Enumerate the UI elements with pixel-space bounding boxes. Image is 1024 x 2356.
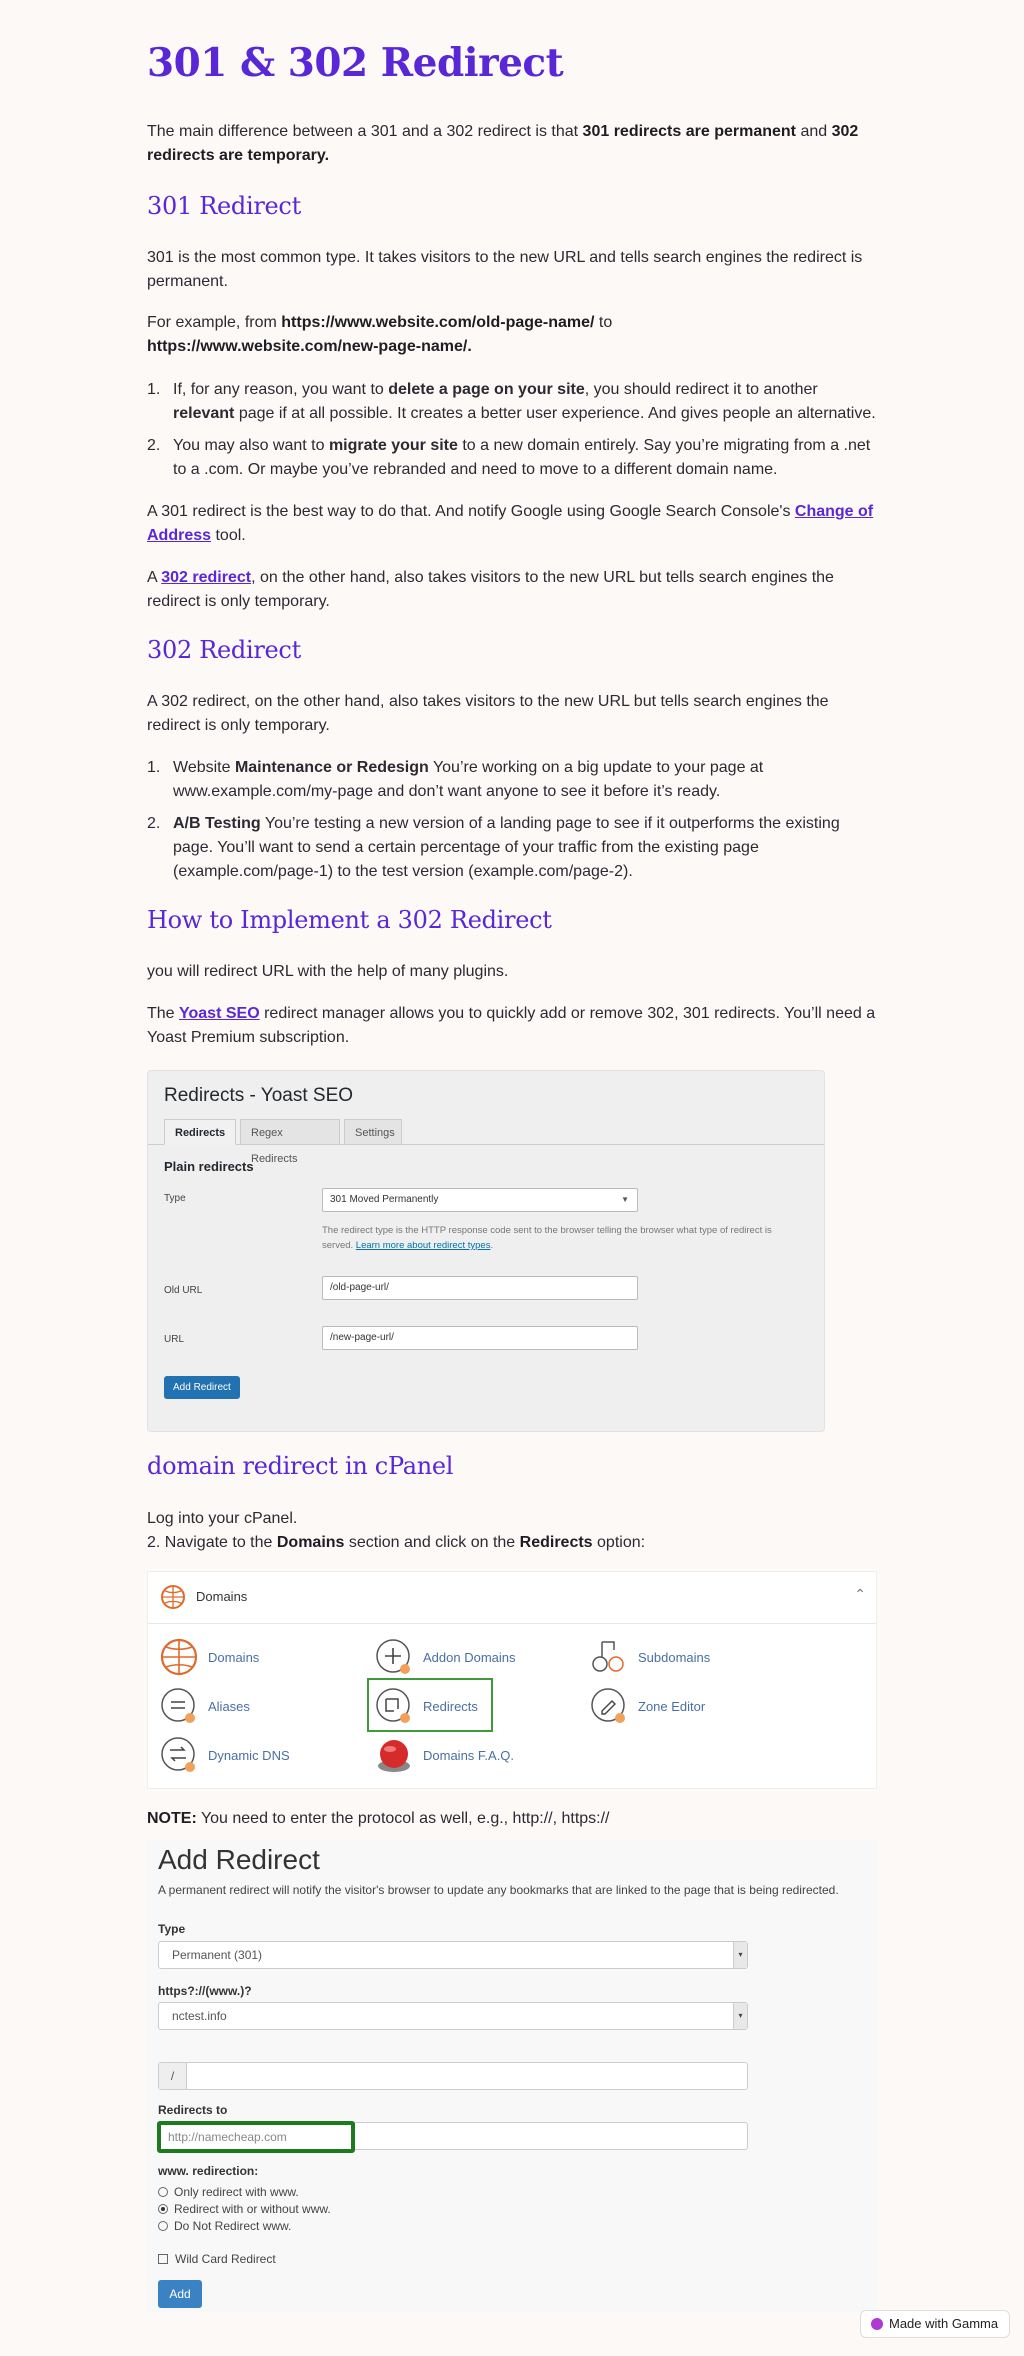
tab-settings[interactable]: Settings bbox=[344, 1119, 402, 1145]
list-item-301-2: 2. You may also want to migrate your site to a new domain entirely. Say you’re migrating from a .net to a .com. Or maybe you’ve rebranded and need to move to a different domain name. bbox=[147, 437, 871, 478]
chevron-up-icon[interactable]: ⌃ bbox=[854, 1586, 866, 1602]
checkbox[interactable] bbox=[158, 2254, 168, 2264]
radio-do-not-redirect-www[interactable] bbox=[158, 2219, 291, 2233]
redirect-types-link[interactable]: Learn more about redirect types bbox=[355, 1240, 491, 1251]
dropdown-caret-icon: ▼ bbox=[621, 1195, 629, 1204]
li-text: You’re testing a new version of a landing page to see if it outperforms the existing page. You’ll want to send a certain percentage of your traffic from the existing page (example.com/page-1) to the test version (example.com/page-2). bbox=[173, 815, 840, 880]
heading-implement: How to Implement a 302 Redirect bbox=[147, 906, 552, 934]
checkbox-label: Wild Card Redirect bbox=[175, 2252, 276, 2266]
path-prefix: / bbox=[159, 2063, 187, 2089]
li-bold: migrate your site bbox=[328, 437, 458, 454]
zone-editor-icon bbox=[590, 1687, 628, 1725]
help-button-icon bbox=[375, 1736, 413, 1774]
li-text: , you should redirect it to another bbox=[584, 381, 818, 398]
made-with-gamma-badge[interactable] bbox=[860, 2310, 1010, 2338]
li-text: If, for any reason, you want to bbox=[173, 381, 389, 398]
yoast-redirects-panel bbox=[147, 1070, 825, 1432]
domain-select[interactable] bbox=[158, 2002, 748, 2030]
cpanel-item-label: Subdomains bbox=[638, 1650, 711, 1665]
p-text: The bbox=[147, 1005, 180, 1022]
li-text: page if at all possible. It creates a better user experience. And gives people an alternative. bbox=[234, 405, 876, 422]
gamma-logo-icon bbox=[871, 2318, 883, 2330]
aliases-icon bbox=[160, 1687, 198, 1725]
intro-text: The main difference between a 301 and a 302 redirect is that bbox=[147, 123, 583, 140]
url-input[interactable]: /new-page-url/ bbox=[322, 1326, 638, 1350]
li-text: to a new domain entirely. Say you’re migrating from a .net to a .com. Or maybe you’ve rebranded and need to move to a different domain name. bbox=[173, 437, 871, 478]
wildcard-checkbox[interactable] bbox=[158, 2252, 276, 2266]
list-item-301-1: 1. If, for any reason, you want to delete a page on your site, you should redirect it to another relevant page if at all possible. It creates a better user experience. And gives people an alternative. bbox=[147, 381, 876, 422]
cpanel-domains-panel bbox=[147, 1571, 877, 1789]
heading-302: 302 Redirect bbox=[147, 636, 301, 664]
p-text: A bbox=[147, 569, 162, 586]
redirects-to-label: Redirects to bbox=[158, 2103, 228, 2117]
chevron-down-icon: ▾ bbox=[733, 2003, 747, 2029]
cpanel-item-label: Zone Editor bbox=[638, 1699, 706, 1714]
globe-icon bbox=[160, 1584, 186, 1610]
p302-intro: A 302 redirect, on the other hand, also takes visitors to the new URL but tells search engines the redirect is only temporary. bbox=[147, 693, 829, 734]
domain-select-value: nctest.info bbox=[172, 2009, 227, 2023]
intro-paragraph bbox=[147, 120, 877, 168]
cpanel-item-label: Redirects bbox=[423, 1699, 478, 1714]
p-text: A 301 redirect is the best way to do that. And notify Google using Google Search Console's bbox=[147, 503, 795, 520]
type-select-value: Permanent (301) bbox=[172, 1948, 263, 1962]
type-label: Type bbox=[158, 1922, 186, 1936]
change-of-address-link[interactable]: Change of Address bbox=[147, 503, 874, 544]
page-title: 301 & 302 Redirect bbox=[147, 40, 564, 86]
li-text: You may also want to bbox=[173, 437, 329, 454]
p301-google bbox=[147, 500, 877, 548]
add-domain-icon bbox=[375, 1638, 413, 1676]
p-implement-1: you will redirect URL with the help of many plugins. bbox=[147, 963, 509, 980]
li-text: You’re working on a big update to your page at www.example.com/my-page and don’t want anyone to see it before it’s ready. bbox=[173, 759, 764, 800]
li-bold: Maintenance or Redesign bbox=[234, 759, 429, 776]
add-button[interactable]: Add bbox=[158, 2280, 202, 2308]
redirects-highlight-box bbox=[367, 1678, 493, 1732]
intro-bold-permanent: 301 redirects are permanent bbox=[582, 123, 796, 140]
p-text: redirect manager allows you to quickly add or remove 302, 301 redirects. You’ll need a Yoast Premium subscription. bbox=[147, 1005, 876, 1046]
tab-redirects[interactable]: Redirects bbox=[164, 1119, 236, 1145]
cpanel-item-label: Aliases bbox=[208, 1699, 250, 1714]
old-url-label: Old URL bbox=[164, 1285, 203, 1296]
domain-label: https?://(www.)? bbox=[158, 1984, 252, 1998]
p-text: 2. Navigate to the bbox=[147, 1534, 277, 1551]
add-redirect-description: A permanent redirect will notify the visitor's browser to update any bookmarks that are linked to the page that is being redirected. bbox=[158, 1883, 839, 1897]
old-url-input[interactable]: /old-page-url/ bbox=[322, 1276, 638, 1300]
badge-label: Made with Gamma bbox=[889, 2316, 999, 2331]
chevron-down-icon: ▾ bbox=[733, 1942, 747, 1968]
note-label: NOTE: bbox=[147, 1810, 197, 1827]
www-redirection-label: www. redirection: bbox=[158, 2164, 259, 2178]
list-item-302-1: 1. Website Maintenance or Redesign You’re working on a big update to your page at www.example.com/my-page and don’t want anyone to see it before it’s ready. bbox=[147, 759, 764, 800]
type-select[interactable] bbox=[322, 1188, 638, 1212]
li-bold: relevant bbox=[173, 405, 235, 422]
radio-label: Only redirect with www. bbox=[174, 2185, 299, 2199]
p301-302ref bbox=[147, 566, 877, 614]
p-implement-yoast bbox=[147, 1002, 877, 1050]
domains-header-label: Domains bbox=[196, 1589, 248, 1604]
globe-icon bbox=[160, 1638, 198, 1676]
type-select[interactable] bbox=[158, 1941, 748, 1969]
p301-intro: 301 is the most common type. It takes visitors to the new URL and tells search engines the redirect is permanent. bbox=[147, 249, 863, 290]
cpanel-item-label: Dynamic DNS bbox=[208, 1748, 290, 1763]
p-text: , on the other hand, also takes visitors to the new URL but tells search engines the redirect is only temporary. bbox=[147, 569, 834, 610]
example-new-url: https://www.website.com/new-page-name/. bbox=[147, 338, 472, 355]
dynamic-dns-icon bbox=[160, 1736, 198, 1774]
cpanel-item-label: Domains bbox=[208, 1650, 260, 1665]
redirects-bold: Redirects bbox=[519, 1534, 593, 1551]
note-paragraph bbox=[147, 1807, 877, 1831]
li-text: Website bbox=[173, 759, 235, 776]
yoast-title: Redirects - Yoast SEO bbox=[164, 1085, 354, 1106]
intro-bold-temporary: 302 redirects are temporary. bbox=[147, 123, 859, 164]
radio-with-or-without-www[interactable] bbox=[158, 2202, 331, 2216]
p301-example bbox=[147, 311, 877, 359]
redirects-to-input[interactable] bbox=[158, 2122, 748, 2150]
li-bold: delete a page on your site bbox=[388, 381, 585, 398]
redirects-to-placeholder[interactable]: http://namecheap.com bbox=[157, 2121, 355, 2153]
path-input[interactable] bbox=[158, 2062, 748, 2090]
cpanel-steps bbox=[147, 1507, 877, 1555]
p-text: section and click on the bbox=[344, 1534, 520, 1551]
heading-cpanel: domain redirect in cPanel bbox=[147, 1452, 454, 1480]
li-bold: A/B Testing bbox=[173, 815, 261, 832]
add-redirect-title: Add Redirect bbox=[158, 1844, 320, 1875]
plain-redirects-heading: Plain redirects bbox=[164, 1159, 254, 1174]
add-redirect-panel bbox=[147, 1840, 877, 2312]
p-text: tool. bbox=[211, 527, 246, 544]
302-redirect-link[interactable]: 302 redirect bbox=[161, 569, 252, 586]
p-text: option: bbox=[592, 1534, 646, 1551]
note-text: You need to enter the protocol as well, e.g., http://, https:// bbox=[196, 1810, 610, 1827]
yoast-seo-link[interactable]: Yoast SEO bbox=[179, 1005, 260, 1022]
type-help-text: The redirect type is the HTTP response code sent to the browser telling the browser what type of redirect is served. Learn more about redirect types. bbox=[322, 1225, 772, 1251]
url-label: URL bbox=[164, 1334, 185, 1345]
radio-label: Redirect with or without www. bbox=[174, 2202, 331, 2216]
domains-bold: Domains bbox=[276, 1534, 345, 1551]
list-item-302-2: 2. A/B Testing You’re testing a new version of a landing page to see if it outperforms the existing page. You’ll want to send a certain percentage of your traffic from the existing page (example.com/page-1) to the test version (example.com/page-2). bbox=[147, 815, 840, 880]
radio-button[interactable] bbox=[158, 2221, 168, 2231]
subdomain-icon bbox=[590, 1638, 628, 1676]
example-old-url: https://www.website.com/old-page-name/ bbox=[281, 314, 595, 331]
radio-button-selected[interactable] bbox=[158, 2204, 168, 2214]
example-text: For example, from bbox=[147, 314, 282, 331]
example-to: to bbox=[594, 314, 613, 331]
type-label: Type bbox=[164, 1193, 186, 1204]
add-redirect-button[interactable]: Add Redirect bbox=[164, 1376, 240, 1399]
intro-text-and: and bbox=[796, 123, 832, 140]
help-text: The redirect type is the HTTP response code sent to the browser telling the browser what type of redirect is served. bbox=[322, 1225, 772, 1251]
cpanel-item-label: Addon Domains bbox=[423, 1650, 516, 1665]
step-login: Log into your cPanel. bbox=[147, 1510, 298, 1527]
cpanel-item-label: Domains F.A.Q. bbox=[423, 1748, 515, 1763]
radio-button[interactable] bbox=[158, 2187, 168, 2197]
radio-only-www[interactable] bbox=[158, 2185, 299, 2199]
type-select-value: 301 Moved Permanently bbox=[330, 1194, 439, 1205]
domains-header[interactable] bbox=[148, 1572, 876, 1624]
radio-label: Do Not Redirect www. bbox=[174, 2219, 292, 2233]
tab-regex-redirects[interactable]: Regex Redirects bbox=[240, 1119, 340, 1145]
heading-301: 301 Redirect bbox=[147, 192, 301, 220]
